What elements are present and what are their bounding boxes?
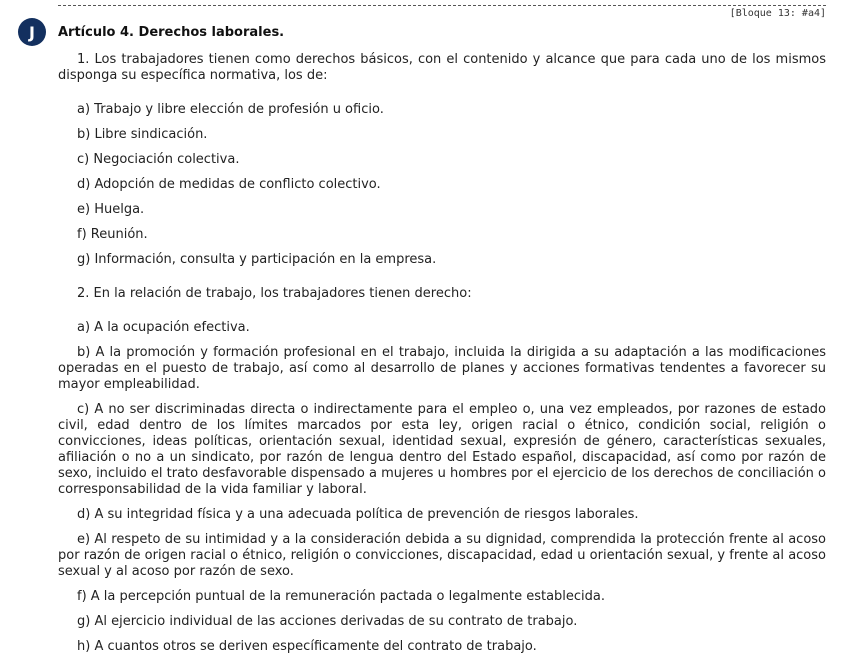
list-item: c) A no ser discriminadas directa o indirectamente para el empleo o, una vez empleados, por razones de estado civil, edad dentro de los límites marcados por esta ley, origen racial o étnico, condición social, religión o convicciones, ideas políticas, orientación sexual, identidad sexual, expresión de género, características sexuales, afiliación o no a un sindicato, por razón de lengua dentro del Estado español, discapacidad, así como por razón de sexo, incluido el trato desfavorable dispensado a mujeres u hombres por el ejercicio de los derechos de conciliación o corresponsabilidad de la vida familiar y laboral. bbox=[58, 402, 826, 497]
list-item: h) A cuantos otros se deriven específicamente del contrato de trabajo. bbox=[77, 639, 537, 654]
paragraph-2: 2. En la relación de trabajo, los trabajadores tienen derecho: bbox=[77, 286, 472, 301]
list-item: e) Al respeto de su intimidad y a la consideración debida a su dignidad, comprendida la protección frente al acoso por razón de origen racial o étnico, religión o convicciones, discapacidad, edad u orientación sexual, y frente al acoso sexual y al acoso por razón de sexo. bbox=[58, 532, 826, 579]
list-item: c) Negociación colectiva. bbox=[77, 152, 240, 167]
block-reference: [Bloque 13: #a4] bbox=[729, 8, 826, 19]
dashed-separator bbox=[58, 5, 826, 6]
list-item: b) A la promoción y formación profesional en el trabajo, incluida la dirigida a su adaptación a las modificaciones operadas en el puesto de trabajo, así como al desarrollo de planes y acciones formativas tendentes a favorecer su mayor empleabilidad. bbox=[58, 345, 826, 392]
list-item: f) Reunión. bbox=[77, 227, 148, 242]
badge-icon: J bbox=[18, 18, 46, 46]
list-item: g) Al ejercicio individual de las acciones derivadas de su contrato de trabajo. bbox=[77, 614, 578, 629]
list-item: d) Adopción de medidas de conflicto colectivo. bbox=[77, 177, 381, 192]
article-body bbox=[58, 52, 826, 655]
list-item: a) A la ocupación efectiva. bbox=[77, 320, 250, 335]
list-item: e) Huelga. bbox=[77, 202, 145, 217]
list-item: f) A la percepción puntual de la remuneración pactada o legalmente establecida. bbox=[77, 589, 606, 604]
list-item: a) Trabajo y libre elección de profesión u oficio. bbox=[77, 102, 384, 117]
list-item: b) Libre sindicación. bbox=[77, 127, 208, 142]
list-item: d) A su integridad física y a una adecuada política de prevención de riesgos laborales. bbox=[77, 507, 639, 522]
list-item: g) Información, consulta y participación en la empresa. bbox=[77, 252, 437, 267]
article-title: Artículo 4. Derechos laborales. bbox=[58, 25, 285, 40]
paragraph-1: 1. Los trabajadores tienen como derechos básicos, con el contenido y alcance que para cada uno de los mismos disponga su específica normativa, los de: bbox=[58, 52, 826, 83]
